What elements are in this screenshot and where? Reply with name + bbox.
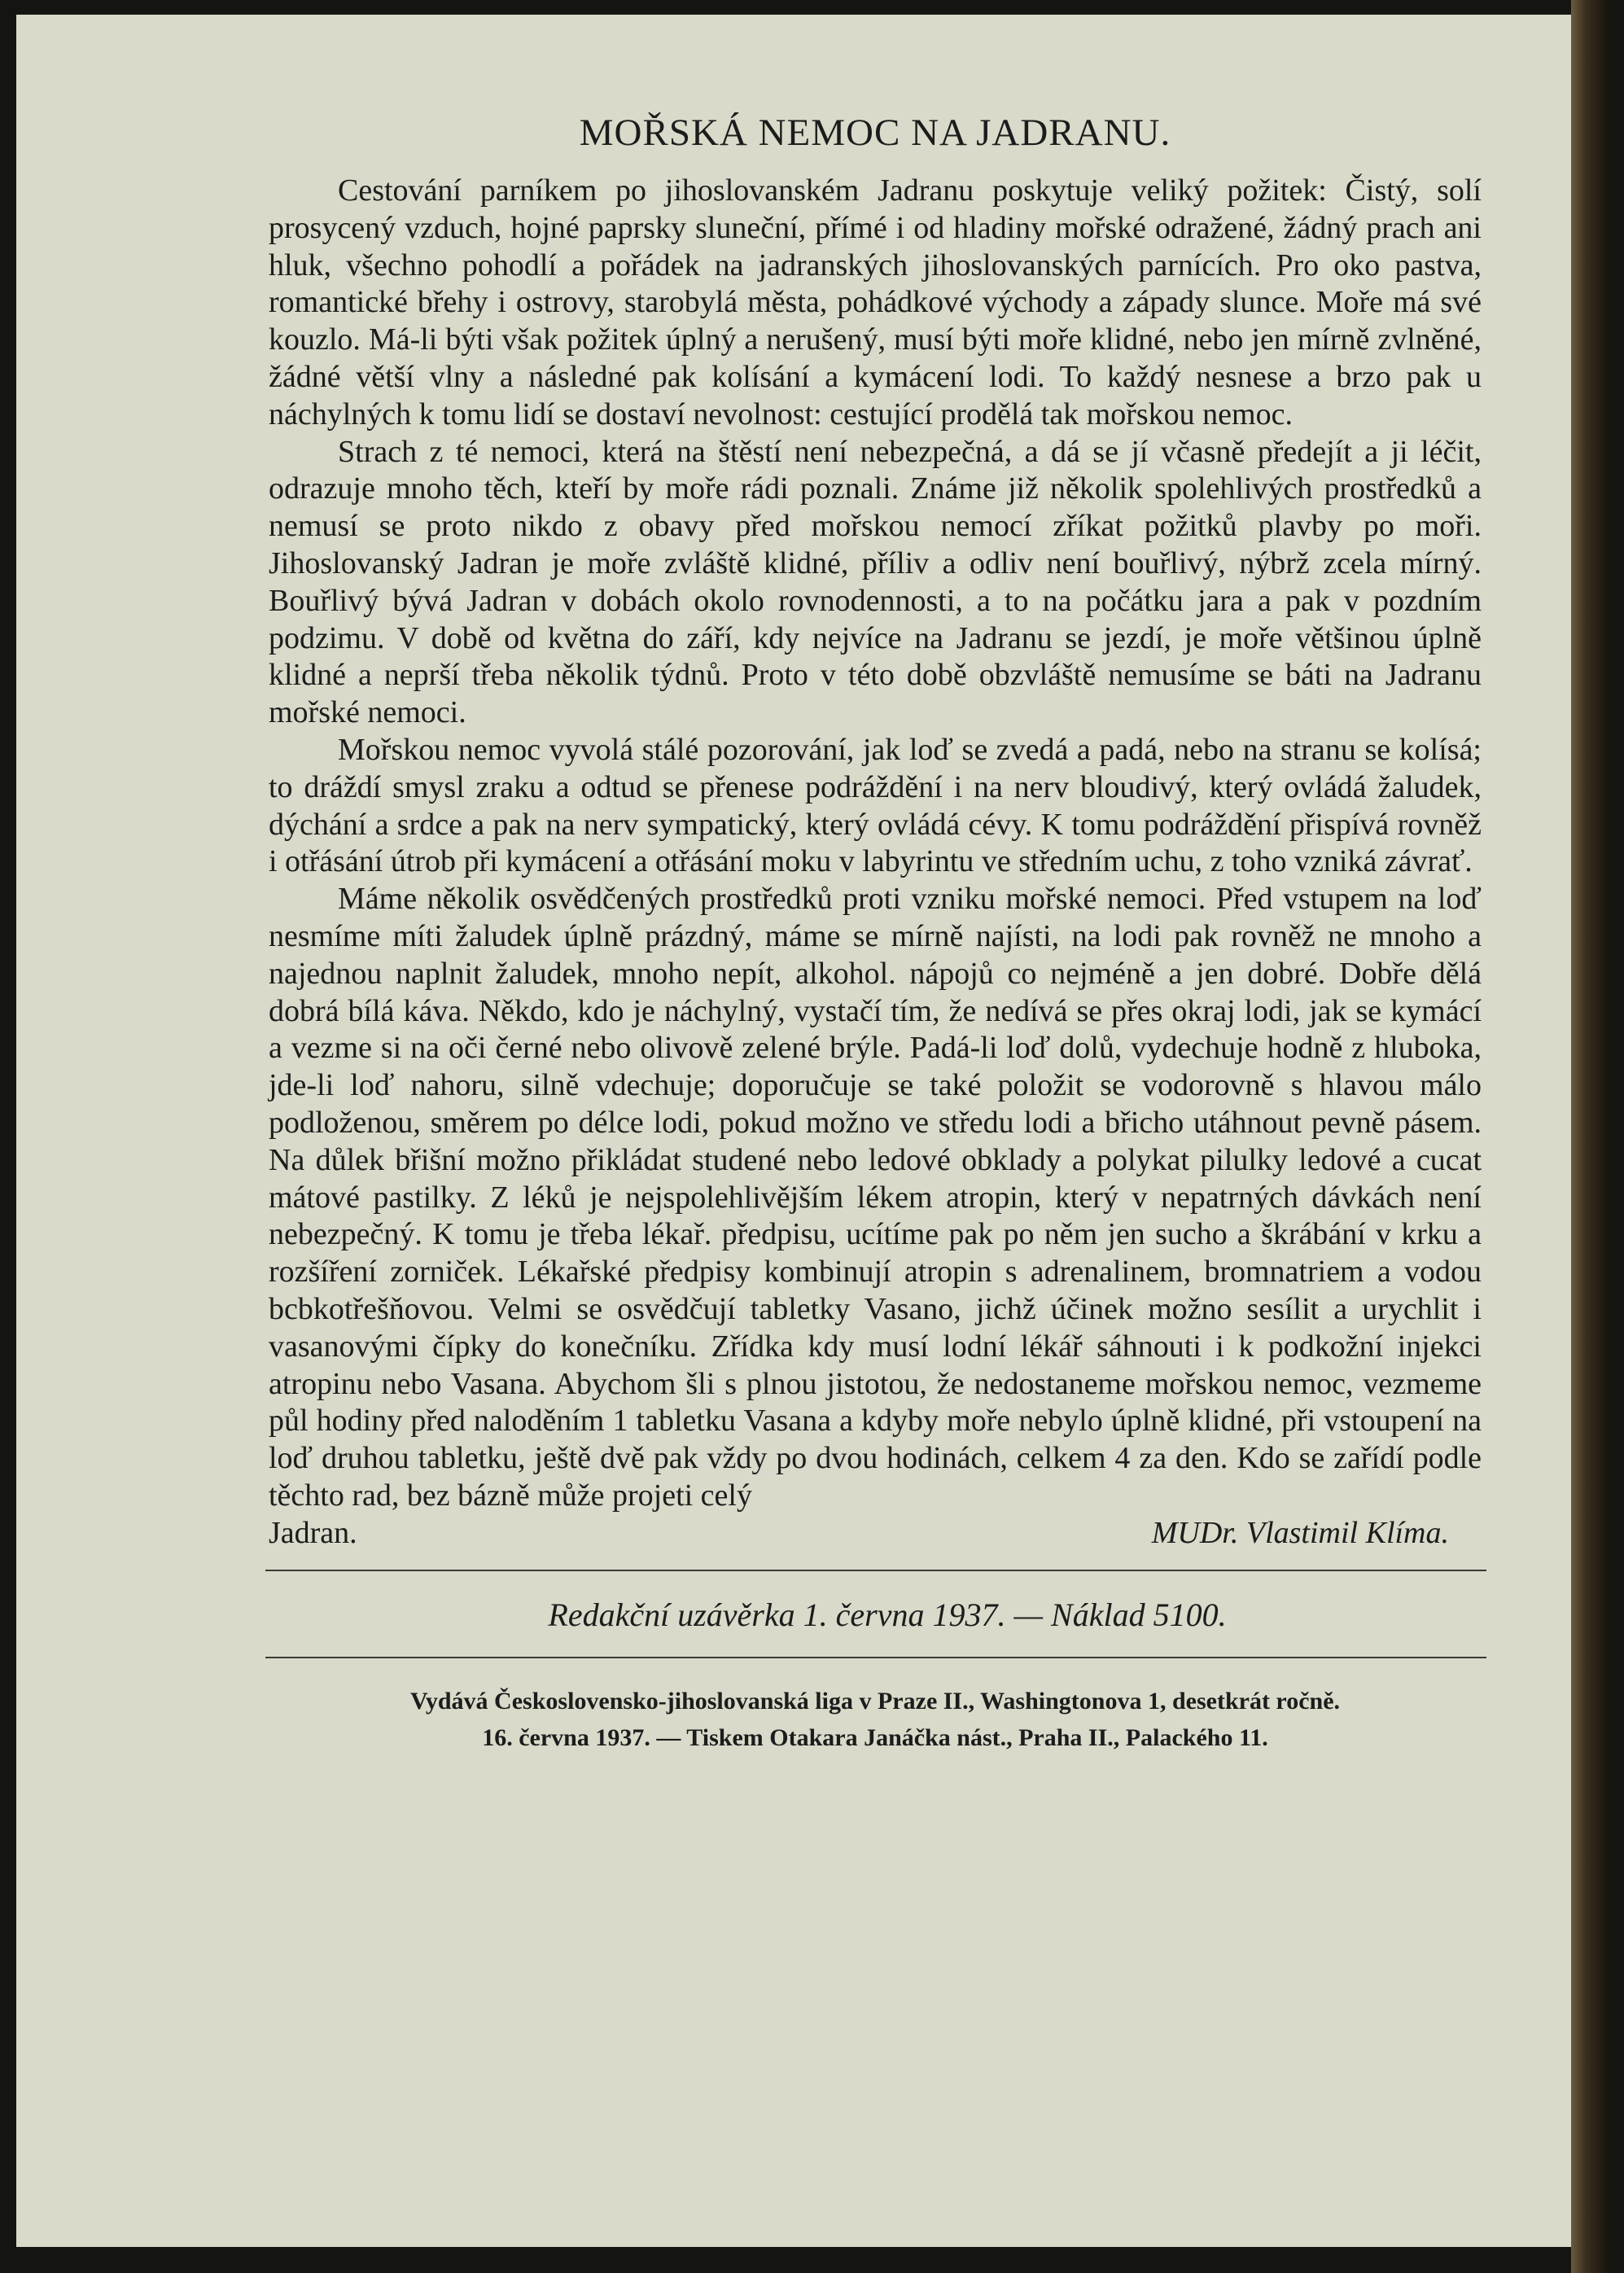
editorial-deadline-note: Redakční uzávěrka 1. června 1937. — Náklad 5100. xyxy=(548,1596,1227,1634)
article-last-word: Jadran. xyxy=(269,1515,357,1550)
publisher-info xyxy=(269,1683,1482,1756)
article-paragraph-3: Mořskou nemoc vyvolá stálé pozorování, jak loď se zvedá a padá, nebo na stranu se kolísá; to dráždí smysl zraku a odtud se přenese podráždění i na nerv bloudivý, který ovládá žaludek, dýchání a srdce a pak na nerv sympatický, který ovládá cévy. K tomu podráždění přispívá rovněž i otřásání útrob při kymácení a otřásání moku v labyrintu ve středním uchu, z toho vzniká závrať. xyxy=(269,732,1482,879)
article-paragraph-1: Cestování parníkem po jihoslovanském Jadranu poskytuje veliký požitek: Čistý, solí prosycený vzduch, hojné paprsky sluneční, přímé i od hladiny mořské odražené, žádný prach ani hluk, všechno pohodlí a pořádek na jadranských jihoslovanských parnících. Pro oko pastva, romantické břehy i ostrovy, starobylá města, pohádkové východy a západy slunce. Moře má své kouzlo. Má-li býti však požitek úplný a nerušený, musí býti moře klidné, nebo jen mírně zvlněné, žádné větší vlny a následné pak kolísání a kymácení lodi. To každý nesnese a brzo pak u náchylných k tomu lidí se dostaví nevolnost: cestující prodělá tak mořskou nemoc. xyxy=(269,173,1482,431)
divider-top xyxy=(265,1570,1486,1571)
book-spine-edge xyxy=(1571,0,1608,2273)
magazine-page xyxy=(16,15,1591,2247)
article-paragraph-4: Máme několik osvědčených prostředků proti vzniku mořské nemoci. Před vstupem na loď nesmíme míti žaludek úplně prázdný, máme se mírně najísti, na lodi pak rovněž ne mnoho a najednou naplnit žaludek, mnoho nepít, alkohol. nápojů co nejméně a jen dobré. Dobře dělá dobrá bílá káva. Někdo, kdo je náchylný, vystačí tím, že nedívá se přes okraj lodi, jak se kymácí a vezme si na oči černé nebo olivově zelené brýle. Padá-li loď dolů, vydechuje hodně z hluboka, jde-li loď nahoru, silně vdechuje; doporučuje se také položit se vodorovně s hlavou málo podloženou, směrem po délce lodi, pokud možno ve středu lodi a břicho utáhnout pevně pásem. Na důlek břišní možno přikládat studené nebo ledové obklady a polykat pilulky ledové a cucat mátové pastilky. Z léků je nejspolehlivějším lékem atropin, který v nepatrných dávkách není nebezpečný. K tomu je třeba lékař. předpisu, ucítíme pak po něm jen sucho a škrábání v krku a rozšíření zorniček. Lékařské předpisy kombinují atropin s adrenalinem, bromnatriem a vodou bcbkotřešňovou. Velmi se osvědčují tabletky Vasano, jichž účinek možno sesílit a urychlit i vasanovými čípky do konečníku. Zřídka kdy musí lodní lékář sáhnouti i k podkožní injekci atropinu nebo Vasana. Abychom šli s plnou jistotou, že nedostaneme mořskou nemoc, vezmeme půl hodiny před naloděním 1 tabletku Vasana a kdyby moře nebylo úplně klidné, při vstoupení na loď druhou tabletku, ještě dvě pak vždy po dvou hodinách, celkem 4 za den. Kdo se zařídí podle těchto rad, bez bázně může projeti celý xyxy=(269,882,1482,1513)
signature-line xyxy=(269,1515,1482,1553)
author-signature: MUDr. Vlastimil Klíma. xyxy=(1151,1515,1449,1550)
article-title: MOŘSKÁ NEMOC NA JADRANU. xyxy=(579,112,1171,154)
divider-bottom xyxy=(265,1657,1486,1658)
article-content xyxy=(269,111,1482,1756)
publisher-line-1: Vydává Československo-jihoslovanská liga v Praze II., Washingtonova 1, desetkrát ročně. xyxy=(409,1688,1341,1715)
article-paragraph-2: Strach z té nemoci, která na štěstí není nebezpečná, a dá se jí včasně předejít a ji léčit, odrazuje mnoho těch, kteří by moře rádi poznali. Známe již několik spolehlivých prostředků a nemusí se proto nikdo z obavy před mořskou nemocí zříkat požitků plavby po moři. Jihoslovanský Jadran je moře zvláště klidné, příliv a odliv není bouřlivý, nýbrž zcela mírný. Bouřlivý bývá Jadran v dobách okolo rovnodennosti, a to na počátku jara a pak v pozdním podzimu. V době od května do září, kdy nejvíce na Jadranu se jezdí, je moře většinou úplně klidné a neprší třeba několik týdnů. Proto v této době obzvláště nemusíme se báti na Jadranu mořské nemoci. xyxy=(269,434,1482,730)
publisher-line-2: 16. června 1937. — Tiskem Otakara Janáčka nást., Praha II., Palackého 11. xyxy=(482,1724,1268,1752)
